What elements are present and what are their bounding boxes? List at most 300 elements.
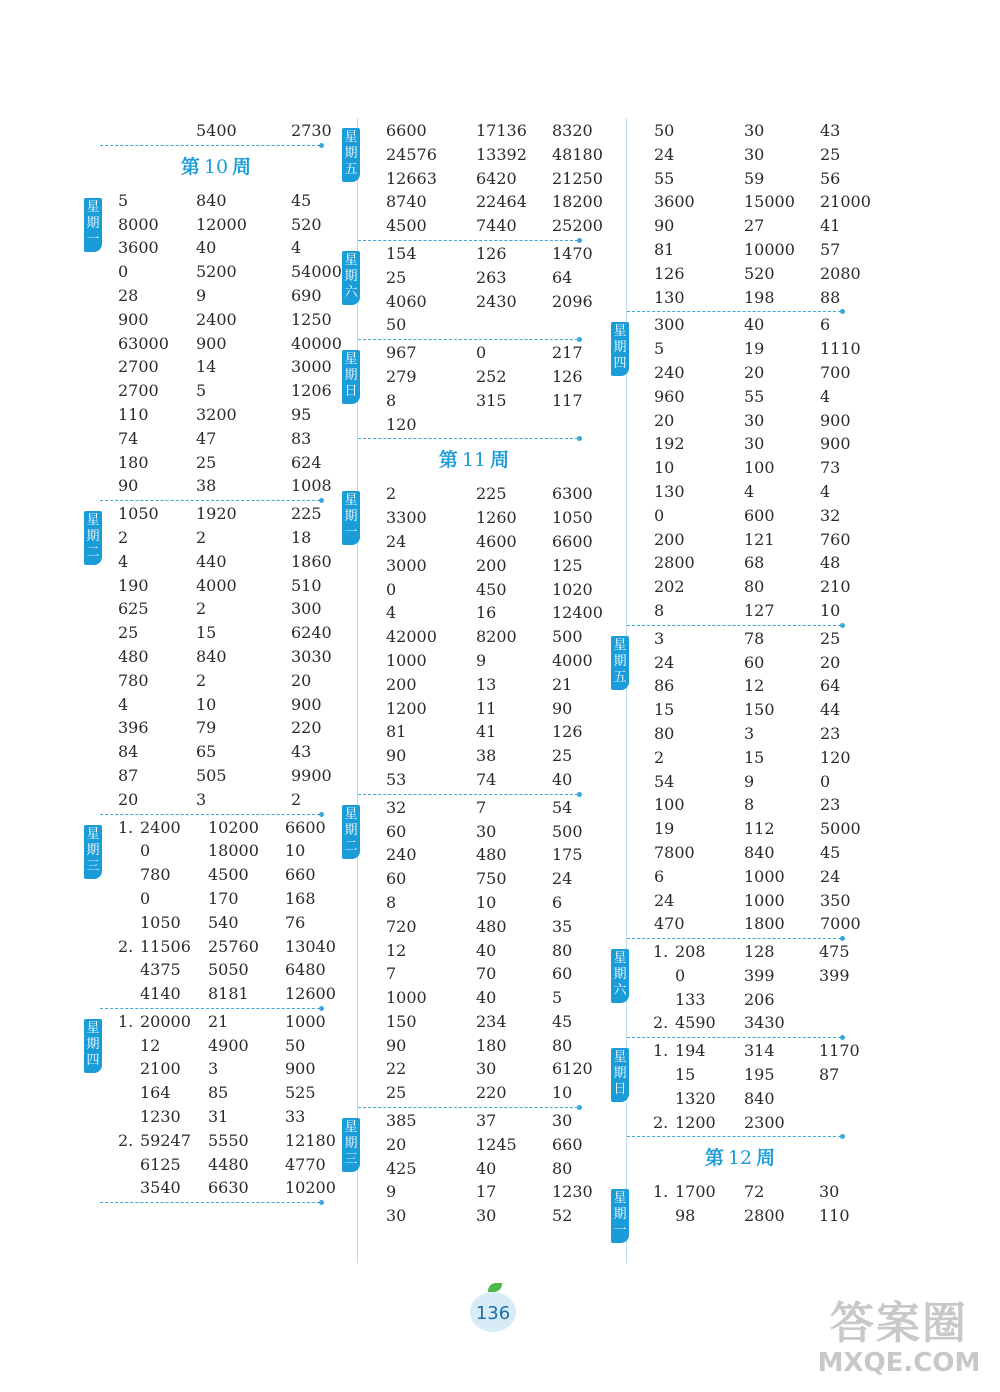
answer-value: 279 bbox=[386, 366, 417, 386]
day-label-char: 星 bbox=[344, 493, 358, 509]
answer-value: 37 bbox=[476, 1111, 497, 1131]
answer-value: 0 bbox=[386, 579, 397, 599]
answer-value: 25 bbox=[552, 746, 573, 766]
answer-value: 20 bbox=[820, 652, 841, 672]
answer-value: 2700 bbox=[118, 357, 159, 377]
answer-row bbox=[627, 528, 853, 552]
answer-value: 10200 bbox=[285, 1178, 336, 1198]
answer-value: 520 bbox=[744, 263, 775, 283]
answer-value: 40 bbox=[476, 1158, 497, 1178]
day-label-char: 星 bbox=[344, 252, 358, 268]
week-heading bbox=[358, 439, 590, 481]
answer-value: 87 bbox=[118, 765, 139, 785]
answer-value: 12663 bbox=[386, 168, 437, 188]
answer-row bbox=[100, 236, 332, 260]
answer-value: 5 bbox=[552, 988, 563, 1008]
answer-value: 25 bbox=[118, 623, 139, 643]
answer-value: 10 bbox=[654, 458, 675, 478]
answer-value: 1000 bbox=[386, 650, 427, 670]
answer-value: 30 bbox=[476, 1059, 497, 1079]
answer-value: 10 bbox=[820, 600, 841, 620]
answer-row bbox=[358, 1133, 590, 1157]
answer-value: 85 bbox=[208, 1083, 229, 1103]
answer-value: 10 bbox=[476, 892, 497, 912]
answer-value: 48180 bbox=[552, 144, 603, 164]
answer-value: 4000 bbox=[196, 575, 237, 595]
answer-row bbox=[100, 1105, 332, 1129]
answer-value: 40000 bbox=[291, 333, 342, 353]
answer-value: 4 bbox=[386, 603, 397, 623]
answer-row bbox=[358, 1010, 590, 1034]
answer-value: 78 bbox=[744, 628, 765, 648]
answer-value: 425 bbox=[386, 1158, 417, 1178]
answer-row bbox=[627, 313, 853, 337]
answer-value: 6 bbox=[820, 315, 831, 335]
day-label-char: 期 bbox=[613, 340, 627, 356]
week-heading-text: 周 bbox=[756, 1147, 776, 1170]
answer-value: 1050 bbox=[118, 504, 159, 524]
answer-value: 600 bbox=[744, 505, 775, 525]
answer-value: 2 bbox=[118, 527, 129, 547]
day-label-char: 六 bbox=[344, 284, 358, 300]
answer-value: 5 bbox=[654, 339, 665, 359]
day-label-char: 星 bbox=[86, 199, 100, 215]
answer-value: 6 bbox=[654, 866, 665, 886]
answer-value: 15 bbox=[744, 747, 765, 767]
answer-value: 4600 bbox=[476, 531, 517, 551]
answer-value: 24 bbox=[654, 652, 675, 672]
answer-value: 23 bbox=[820, 795, 841, 815]
answer-value: 21000 bbox=[820, 192, 871, 212]
answer-row bbox=[358, 482, 593, 506]
answer-value: 79 bbox=[196, 718, 217, 738]
answer-value: 50 bbox=[386, 315, 407, 335]
answer-value: 234 bbox=[476, 1011, 507, 1031]
answer-value: 12 bbox=[744, 676, 765, 696]
answer-value: 100 bbox=[744, 458, 775, 478]
answer-row bbox=[100, 427, 332, 451]
answer-value: 2 bbox=[654, 747, 665, 767]
answer-row bbox=[100, 403, 332, 427]
answer-value: 12600 bbox=[285, 984, 336, 1004]
answer-value: 38 bbox=[196, 476, 217, 496]
answer-row bbox=[358, 119, 593, 143]
answer-row bbox=[100, 716, 332, 740]
answer-value: 14 bbox=[196, 357, 217, 377]
answer-value: 252 bbox=[476, 366, 507, 386]
answer-row bbox=[627, 1180, 853, 1204]
answer-value: 90 bbox=[386, 746, 407, 766]
answer-value: 2400 bbox=[140, 817, 181, 837]
answer-row bbox=[100, 1034, 332, 1058]
answer-value: 60 bbox=[386, 821, 407, 841]
answer-value: 11 bbox=[476, 698, 497, 718]
answer-row bbox=[627, 1204, 853, 1228]
day-label-char: 期 bbox=[344, 268, 358, 284]
answer-value: 1250 bbox=[291, 309, 332, 329]
answer-value: 55 bbox=[654, 168, 675, 188]
answer-value: 41 bbox=[476, 722, 497, 742]
answer-value: 7800 bbox=[654, 842, 695, 862]
answer-value: 87 bbox=[819, 1065, 840, 1085]
answer-row bbox=[100, 574, 332, 598]
answer-value: 10 bbox=[552, 1083, 573, 1103]
answer-value: 300 bbox=[654, 315, 685, 335]
answer-value: 6120 bbox=[552, 1059, 593, 1079]
answer-column-1 bbox=[86, 118, 342, 1203]
answer-value: 4 bbox=[744, 481, 755, 501]
answer-value: 30 bbox=[552, 1111, 573, 1131]
day-label-char: 期 bbox=[86, 1036, 100, 1052]
answer-value: 2 bbox=[291, 789, 302, 809]
answer-row bbox=[627, 432, 853, 456]
answer-row bbox=[358, 601, 603, 625]
answer-value: 440 bbox=[196, 551, 227, 571]
answer-value: 100 bbox=[654, 795, 685, 815]
day-label-char: 二 bbox=[344, 838, 358, 854]
answer-value: 520 bbox=[291, 214, 322, 234]
answer-value: 1860 bbox=[291, 551, 332, 571]
answer-row bbox=[358, 1109, 590, 1133]
answer-value: 12400 bbox=[552, 603, 603, 623]
answer-value: 16 bbox=[476, 603, 497, 623]
day-label-char: 一 bbox=[86, 231, 100, 247]
answer-value: 126 bbox=[654, 263, 685, 283]
answer-value: 25 bbox=[820, 628, 841, 648]
answer-value: 8181 bbox=[208, 984, 249, 1004]
answer-value: 399 bbox=[744, 965, 775, 985]
answer-row bbox=[100, 474, 332, 498]
answer-value: 27 bbox=[744, 216, 765, 236]
page-number-badge bbox=[470, 1292, 516, 1332]
apple-leaf-icon bbox=[488, 1283, 502, 1292]
question-number: 2. bbox=[653, 1112, 669, 1132]
answer-row bbox=[358, 1204, 590, 1228]
answer-value: 9 bbox=[196, 285, 207, 305]
answer-row bbox=[627, 940, 853, 964]
day-label-char: 期 bbox=[86, 529, 100, 545]
day-section bbox=[344, 241, 593, 339]
answer-value: 1260 bbox=[476, 508, 517, 528]
answer-value: 3430 bbox=[744, 1013, 785, 1033]
answer-value: 202 bbox=[654, 577, 685, 597]
answer-row bbox=[100, 502, 332, 526]
day-label-char: 期 bbox=[613, 967, 627, 983]
answer-value: 20 bbox=[118, 789, 139, 809]
answer-row bbox=[627, 770, 853, 794]
answer-row bbox=[100, 213, 332, 237]
answer-value: 4 bbox=[118, 551, 129, 571]
day-label-char: 星 bbox=[613, 324, 627, 340]
watermark-en: MXQE.COM bbox=[817, 1348, 981, 1378]
answer-row bbox=[627, 167, 853, 191]
answer-row bbox=[100, 621, 332, 645]
answer-value: 760 bbox=[820, 529, 851, 549]
day-section bbox=[344, 340, 590, 438]
answer-row bbox=[627, 1063, 853, 1087]
answer-row bbox=[358, 796, 590, 820]
answer-row bbox=[100, 1057, 332, 1081]
answer-value: 1020 bbox=[552, 579, 593, 599]
watermark bbox=[804, 1300, 994, 1384]
answer-value: 43 bbox=[820, 121, 841, 140]
answer-value: 900 bbox=[291, 694, 322, 714]
answer-value: 8740 bbox=[386, 192, 427, 212]
answer-row bbox=[627, 889, 853, 913]
day-label-char: 星 bbox=[613, 1191, 627, 1207]
answer-value: 40 bbox=[196, 238, 217, 258]
answer-value: 399 bbox=[819, 965, 850, 985]
answer-value: 64 bbox=[820, 676, 841, 696]
answer-value: 480 bbox=[476, 845, 507, 865]
day-section bbox=[613, 939, 853, 1037]
answer-value: 840 bbox=[744, 842, 775, 862]
answer-value: 30 bbox=[386, 1206, 407, 1226]
day-label-char: 期 bbox=[344, 509, 358, 525]
answer-row bbox=[627, 409, 853, 433]
answer-value: 45 bbox=[820, 842, 841, 862]
day-label-char: 一 bbox=[344, 525, 358, 541]
answer-value: 8 bbox=[386, 390, 397, 410]
answer-value: 43 bbox=[291, 742, 312, 762]
answer-value: 0 bbox=[140, 888, 151, 908]
answer-value: 190 bbox=[118, 575, 149, 595]
answer-row bbox=[358, 939, 590, 963]
answer-value: 900 bbox=[196, 333, 227, 353]
answer-row bbox=[100, 863, 332, 887]
day-label-char: 六 bbox=[613, 983, 627, 999]
answer-value: 0 bbox=[675, 965, 686, 985]
answer-value: 20 bbox=[291, 670, 312, 690]
answer-value: 6240 bbox=[291, 623, 332, 643]
answer-row bbox=[358, 1180, 593, 1204]
day-label-char: 星 bbox=[86, 513, 100, 529]
answer-value: 4375 bbox=[140, 960, 181, 980]
day-section bbox=[613, 312, 861, 624]
answer-value: 133 bbox=[675, 989, 706, 1009]
answer-value: 780 bbox=[140, 865, 171, 885]
answer-value: 168 bbox=[285, 888, 316, 908]
answer-value: 150 bbox=[744, 700, 775, 720]
answer-value: 4500 bbox=[208, 865, 249, 885]
answer-row bbox=[627, 575, 853, 599]
answer-value: 240 bbox=[654, 362, 685, 382]
answer-row bbox=[627, 214, 853, 238]
answer-value: 2 bbox=[196, 527, 207, 547]
answer-value: 23 bbox=[820, 723, 841, 743]
answer-value: 0 bbox=[118, 262, 129, 282]
answer-row bbox=[627, 480, 853, 504]
answer-row bbox=[100, 764, 332, 788]
answer-value: 1206 bbox=[291, 381, 332, 401]
answer-value: 60 bbox=[386, 869, 407, 889]
answer-value: 30 bbox=[476, 821, 497, 841]
answer-value: 164 bbox=[140, 1083, 171, 1103]
answer-value: 3200 bbox=[196, 404, 237, 424]
answer-value: 68 bbox=[744, 553, 765, 573]
answer-row bbox=[358, 290, 593, 314]
answer-value: 44 bbox=[820, 700, 841, 720]
answer-value: 8 bbox=[386, 892, 397, 912]
answer-value: 780 bbox=[118, 670, 149, 690]
page-number: 136 bbox=[475, 1303, 511, 1324]
answer-value: 73 bbox=[820, 458, 841, 478]
answer-value: 0 bbox=[476, 343, 487, 363]
answer-row bbox=[100, 260, 342, 284]
answer-value: 47 bbox=[196, 428, 217, 448]
answer-row bbox=[627, 674, 853, 698]
answer-row bbox=[358, 143, 603, 167]
answer-value: 54 bbox=[552, 797, 573, 817]
answer-value: 5400 bbox=[196, 121, 237, 140]
answer-value: 12 bbox=[140, 1035, 161, 1055]
answer-value: 40 bbox=[476, 940, 497, 960]
answer-value: 32 bbox=[386, 797, 407, 817]
answer-row bbox=[627, 988, 853, 1012]
answer-row bbox=[358, 820, 590, 844]
answer-row bbox=[100, 645, 332, 669]
answer-value: 86 bbox=[654, 676, 675, 696]
answer-value: 126 bbox=[552, 722, 583, 742]
answer-row bbox=[100, 451, 332, 475]
answer-value: 967 bbox=[386, 343, 417, 363]
answer-value: 50 bbox=[285, 1035, 306, 1055]
answer-row bbox=[358, 341, 590, 365]
answer-value: 5050 bbox=[208, 960, 249, 980]
day-section bbox=[86, 815, 336, 1008]
answer-value: 80 bbox=[552, 1158, 573, 1178]
answer-row bbox=[100, 788, 332, 812]
answer-row bbox=[627, 551, 853, 575]
answer-value: 25 bbox=[386, 267, 407, 287]
answer-value: 840 bbox=[744, 1088, 775, 1108]
answer-value: 1320 bbox=[675, 1088, 716, 1108]
answer-value: 180 bbox=[476, 1035, 507, 1055]
day-label-char: 星 bbox=[86, 826, 100, 842]
answer-value: 470 bbox=[654, 914, 685, 934]
answer-row bbox=[627, 746, 853, 770]
answer-value: 30 bbox=[744, 410, 765, 430]
answer-row bbox=[627, 143, 853, 167]
answer-value: 40 bbox=[744, 315, 765, 335]
answer-value: 13 bbox=[476, 674, 497, 694]
answer-row bbox=[100, 911, 332, 935]
answer-value: 525 bbox=[285, 1083, 316, 1103]
answer-value: 2 bbox=[196, 670, 207, 690]
answer-value: 90 bbox=[118, 476, 139, 496]
day-section bbox=[344, 795, 593, 1107]
answer-value: 3 bbox=[196, 789, 207, 809]
question-number: 1. bbox=[118, 1011, 134, 1031]
answer-row bbox=[627, 865, 853, 889]
answer-value: 1230 bbox=[552, 1182, 593, 1202]
answer-value: 18 bbox=[291, 527, 312, 547]
answer-value: 30 bbox=[744, 144, 765, 164]
answer-value: 9 bbox=[744, 771, 755, 791]
answer-value: 112 bbox=[744, 819, 775, 839]
answer-row bbox=[100, 284, 332, 308]
answer-value: 59247 bbox=[140, 1130, 191, 1150]
answer-value: 48 bbox=[820, 553, 841, 573]
answer-value: 900 bbox=[820, 434, 851, 454]
answer-value: 25200 bbox=[552, 216, 603, 236]
answer-value: 2 bbox=[196, 599, 207, 619]
answer-row bbox=[100, 550, 332, 574]
answer-value: 24 bbox=[654, 144, 675, 164]
answer-value: 80 bbox=[654, 723, 675, 743]
answer-value: 9 bbox=[476, 650, 487, 670]
answer-value: 55 bbox=[744, 386, 765, 406]
answer-value: 63000 bbox=[118, 333, 169, 353]
answer-row bbox=[358, 190, 603, 214]
answer-row bbox=[627, 504, 853, 528]
answer-value: 5000 bbox=[820, 819, 861, 839]
answer-value: 130 bbox=[654, 287, 685, 307]
answer-value: 900 bbox=[118, 309, 149, 329]
answer-value: 505 bbox=[196, 765, 227, 785]
question-number: 1. bbox=[653, 942, 669, 962]
answer-value: 450 bbox=[476, 579, 507, 599]
answer-row bbox=[358, 365, 590, 389]
day-label-char: 星 bbox=[86, 1020, 100, 1036]
answer-row bbox=[358, 843, 590, 867]
answer-value: 25 bbox=[196, 452, 217, 472]
answer-row bbox=[627, 385, 853, 409]
answer-row bbox=[358, 530, 593, 554]
answer-row bbox=[100, 935, 336, 959]
answer-value: 5 bbox=[196, 381, 207, 401]
answer-value: 0 bbox=[654, 505, 665, 525]
answer-value: 1000 bbox=[285, 1011, 326, 1031]
answer-value: 1008 bbox=[291, 476, 332, 496]
answer-value: 22464 bbox=[476, 192, 527, 212]
answer-value: 720 bbox=[386, 916, 417, 936]
answer-value: 8000 bbox=[118, 214, 159, 234]
answer-row bbox=[100, 982, 336, 1006]
answer-row bbox=[100, 1176, 336, 1200]
answer-value: 3300 bbox=[386, 508, 427, 528]
answer-row bbox=[627, 286, 853, 310]
answer-value: 12000 bbox=[196, 214, 247, 234]
answer-value: 74 bbox=[118, 428, 139, 448]
answer-value: 45 bbox=[552, 1011, 573, 1031]
answer-value: 59 bbox=[744, 168, 765, 188]
answer-value: 1000 bbox=[744, 866, 785, 886]
day-label-char: 期 bbox=[613, 1066, 627, 1082]
answer-value: 3 bbox=[208, 1059, 219, 1079]
day-label-char: 星 bbox=[613, 951, 627, 967]
answer-row bbox=[358, 649, 593, 673]
answer-value: 30 bbox=[744, 121, 765, 140]
answer-value: 4 bbox=[118, 694, 129, 714]
day-label-char: 期 bbox=[344, 822, 358, 838]
answer-value: 210 bbox=[820, 577, 851, 597]
answer-value: 200 bbox=[654, 529, 685, 549]
answer-row bbox=[358, 214, 603, 238]
answer-value: 1230 bbox=[140, 1107, 181, 1127]
answer-value: 24576 bbox=[386, 144, 437, 164]
day-label-char: 日 bbox=[344, 384, 358, 400]
dashed-separator bbox=[100, 145, 320, 146]
answer-value: 385 bbox=[386, 1111, 417, 1131]
answer-row bbox=[358, 915, 590, 939]
day-label-char: 期 bbox=[613, 1207, 627, 1223]
answer-value: 31 bbox=[208, 1107, 229, 1127]
answer-row bbox=[100, 526, 332, 550]
answer-row bbox=[358, 625, 590, 649]
answer-value: 4 bbox=[291, 238, 302, 258]
answer-value: 18200 bbox=[552, 192, 603, 212]
